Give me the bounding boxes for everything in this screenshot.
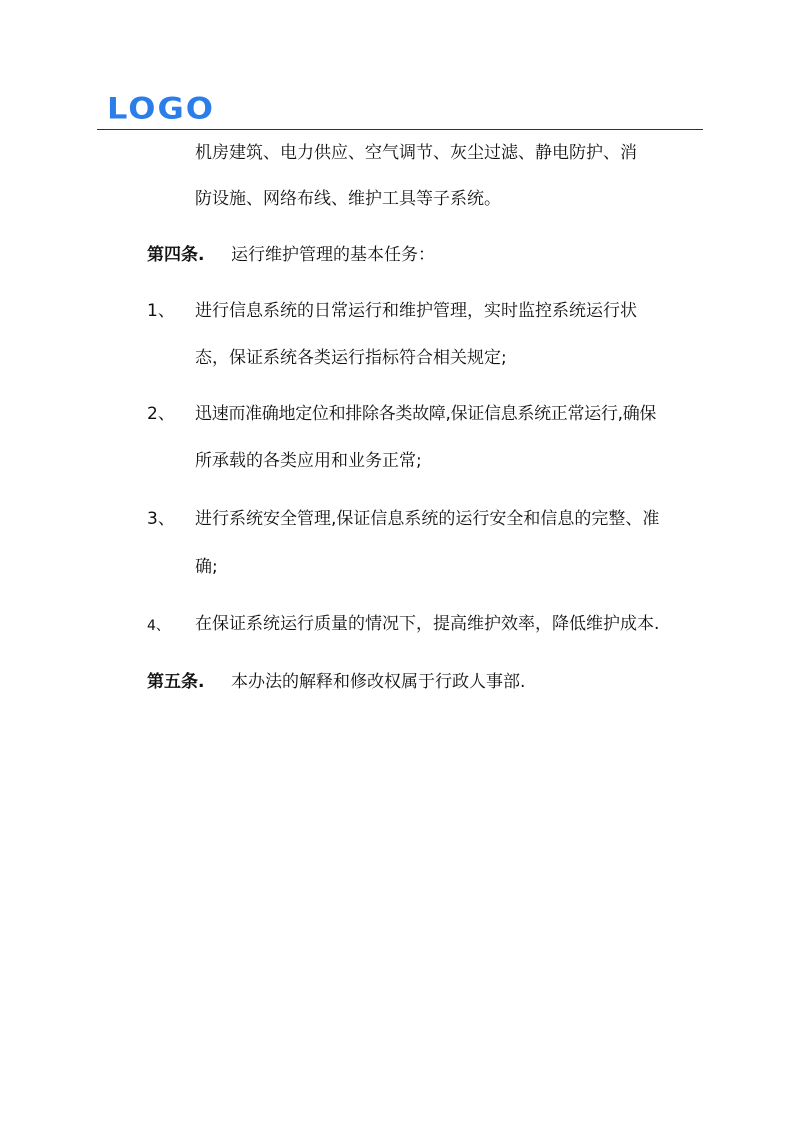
article-4-title: 运行维护管理的基本任务：: [231, 245, 435, 265]
list-item-3-number: 3、: [147, 509, 175, 529]
intro-line-1: 机房建筑、电力供应、空气调节、灰尘过滤、静电防护、消: [195, 143, 637, 163]
list-item-2-line-2: 所承载的各类应用和业务正常;: [195, 451, 422, 471]
header-divider: [97, 129, 703, 130]
list-item-4-line-1: 在保证系统运行质量的情况下，提高维护效率，降低维护成本.: [195, 614, 660, 634]
list-item-2-number: 2、: [147, 404, 175, 424]
intro-line-2: 防设施、网络布线、维护工具等子系统。: [195, 189, 501, 209]
article-5-label: 第五条.: [147, 672, 205, 692]
article-5-text: 本办法的解释和修改权属于行政人事部.: [231, 672, 526, 692]
article-4-label: 第四条.: [147, 245, 205, 265]
list-item-1-line-1: 进行信息系统的日常运行和维护管理，实时监控系统运行状: [195, 301, 637, 321]
list-item-4-number: 4、: [147, 618, 170, 634]
list-item-3-line-2: 确;: [195, 557, 218, 577]
list-item-1-number: 1、: [147, 301, 175, 321]
list-item-1-line-2: 态，保证系统各类运行指标符合相关规定;: [195, 348, 507, 368]
list-item-3-line-1: 进行系统安全管理,保证信息系统的运行安全和信息的完整、准: [195, 509, 660, 529]
logo: LOGO: [107, 91, 215, 127]
list-item-2-line-1: 迅速而准确地定位和排除各类故障,保证信息系统正常运行,确保: [195, 404, 657, 424]
